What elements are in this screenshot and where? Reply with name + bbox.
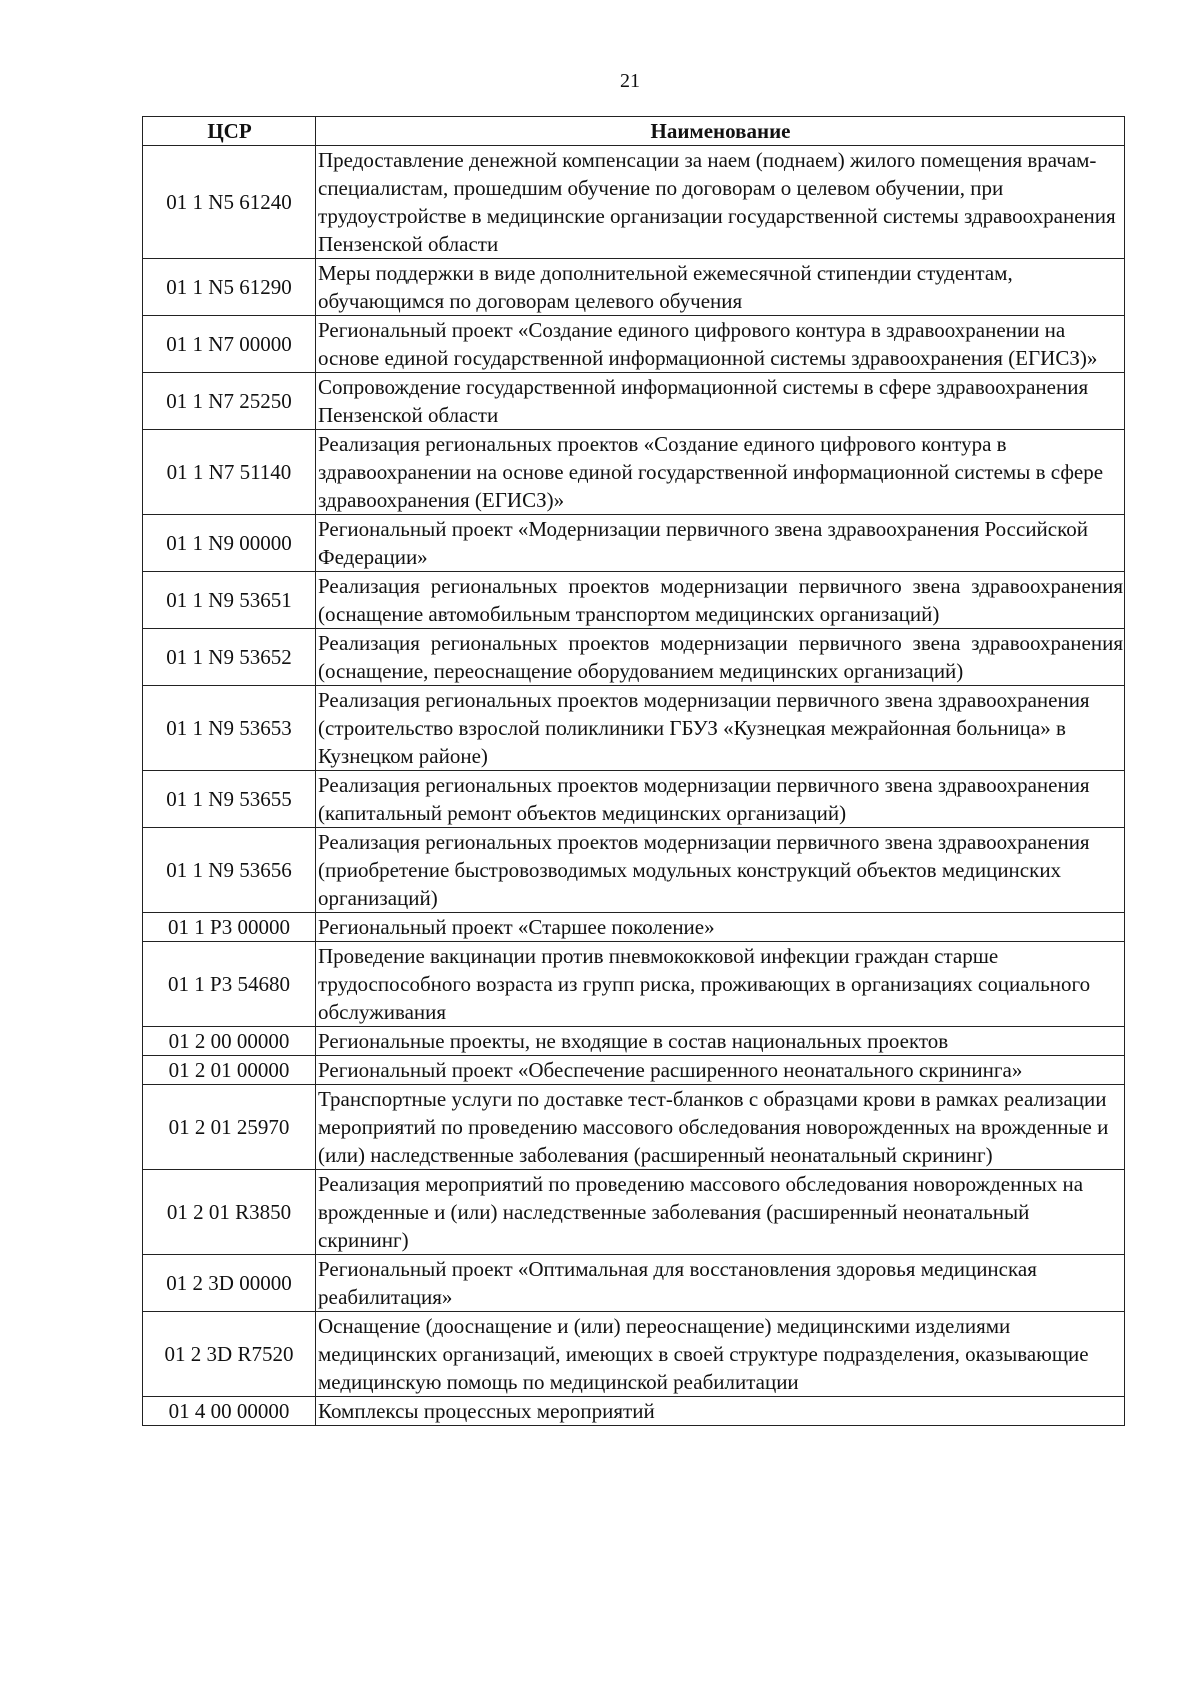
row-name: Реализация региональных проектов модернизации первичного звена здравоохранения (оснащение автомобильным транспортом медицинских организаций) (316, 572, 1125, 629)
row-code: 01 2 00 00000 (143, 1027, 316, 1056)
row-code: 01 1 N5 61240 (143, 146, 316, 259)
header-name: Наименование (316, 117, 1125, 146)
row-code: 01 1 P3 54680 (143, 942, 316, 1027)
page-number: 21 (620, 70, 640, 92)
table-row (143, 1027, 1125, 1056)
table-row (143, 572, 1125, 629)
row-code: 01 1 N5 61290 (143, 259, 316, 316)
row-code: 01 1 N9 53656 (143, 828, 316, 913)
row-name: Реализация региональных проектов модернизации первичного звена здравоохранения (капитальный ремонт объектов медицинских организаций) (316, 771, 1125, 828)
row-name: Реализация мероприятий по проведению массового обследования новорожденных на врожденные и (или) наследственные заболевания (расширенный неонатальный скрининг) (316, 1170, 1125, 1255)
row-code: 01 1 N7 00000 (143, 316, 316, 373)
row-code: 01 1 N7 25250 (143, 373, 316, 430)
row-name: Региональный проект «Модернизации первичного звена здравоохранения Российской Федерации» (316, 515, 1125, 572)
table-row (143, 430, 1125, 515)
row-name: Региональный проект «Оптимальная для восстановления здоровья медицинская реабилитация» (316, 1255, 1125, 1312)
row-name: Реализация региональных проектов модернизации первичного звена здравоохранения (оснащение, переоснащение оборудованием медицинских организаций) (316, 629, 1125, 686)
row-code: 01 1 N9 00000 (143, 515, 316, 572)
row-name: Реализация региональных проектов «Создание единого цифрового контура в здравоохранении на основе единой государственной информационной системы в сфере здравоохранения (ЕГИСЗ)» (316, 430, 1125, 515)
row-name: Реализация региональных проектов модернизации первичного звена здравоохранения (приобретение быстровозводимых модульных конструкций объектов медицинских организаций) (316, 828, 1125, 913)
table-row (143, 373, 1125, 430)
row-name: Комплексы процессных мероприятий (316, 1397, 1125, 1426)
row-code: 01 2 01 00000 (143, 1056, 316, 1085)
table-row (143, 686, 1125, 771)
row-code: 01 1 P3 00000 (143, 913, 316, 942)
budget-codes-table (142, 116, 1125, 1426)
table-row (143, 771, 1125, 828)
row-code: 01 1 N9 53653 (143, 686, 316, 771)
table-row (143, 1056, 1125, 1085)
table-row (143, 942, 1125, 1027)
row-name: Предоставление денежной компенсации за наем (поднаем) жилого помещения врачам-специалистам, прошедшим обучение по договорам о целевом обучении, при трудоустройстве в медицинские организации государственной системы здравоохранения Пензенской области (316, 146, 1125, 259)
row-code: 01 2 01 R3850 (143, 1170, 316, 1255)
table-row (143, 515, 1125, 572)
row-name: Проведение вакцинации против пневмококковой инфекции граждан старше трудоспособного возраста из групп риска, проживающих в организациях социального обслуживания (316, 942, 1125, 1027)
row-code: 01 1 N9 53651 (143, 572, 316, 629)
row-name: Транспортные услуги по доставке тест-бланков с образцами крови в рамках реализации мероприятий по проведению массового обследования новорожденных на врожденные и (или) наследственные заболевания (расширенный неонатальный скрининг) (316, 1085, 1125, 1170)
table-row (143, 1085, 1125, 1170)
table-row (143, 1255, 1125, 1312)
row-name: Сопровождение государственной информационной системы в сфере здравоохранения Пензенской области (316, 373, 1125, 430)
row-name: Региональный проект «Создание единого цифрового контура в здравоохранении на основе единой государственной информационной системы здравоохранения (ЕГИСЗ)» (316, 316, 1125, 373)
table-row (143, 146, 1125, 259)
table-row (143, 828, 1125, 913)
row-name: Меры поддержки в виде дополнительной ежемесячной стипендии студентам, обучающимся по договорам целевого обучения (316, 259, 1125, 316)
row-name: Оснащение (дооснащение и (или) переоснащение) медицинскими изделиями медицинских организаций, имеющих в своей структуре подразделения, оказывающие медицинскую помощь по медицинской реабилитации (316, 1312, 1125, 1397)
table-row (143, 1312, 1125, 1397)
row-name: Реализация региональных проектов модернизации первичного звена здравоохранения (строительство взрослой поликлиники ГБУЗ «Кузнецкая межрайонная больница» в Кузнецком районе) (316, 686, 1125, 771)
table-header-row (143, 117, 1125, 146)
row-code: 01 2 01 25970 (143, 1085, 316, 1170)
row-name: Региональный проект «Старшее поколение» (316, 913, 1125, 942)
row-code: 01 2 3D 00000 (143, 1255, 316, 1312)
row-code: 01 1 N9 53655 (143, 771, 316, 828)
table-row (143, 629, 1125, 686)
row-code: 01 1 N9 53652 (143, 629, 316, 686)
row-name: Региональный проект «Обеспечение расширенного неонатального скрининга» (316, 1056, 1125, 1085)
row-name: Региональные проекты, не входящие в состав национальных проектов (316, 1027, 1125, 1056)
table-row (143, 913, 1125, 942)
row-code: 01 2 3D R7520 (143, 1312, 316, 1397)
table-row (143, 1397, 1125, 1426)
row-code: 01 1 N7 51140 (143, 430, 316, 515)
table-row (143, 316, 1125, 373)
row-code: 01 4 00 00000 (143, 1397, 316, 1426)
table-row (143, 1170, 1125, 1255)
table-row (143, 259, 1125, 316)
header-code: ЦСР (143, 117, 316, 146)
